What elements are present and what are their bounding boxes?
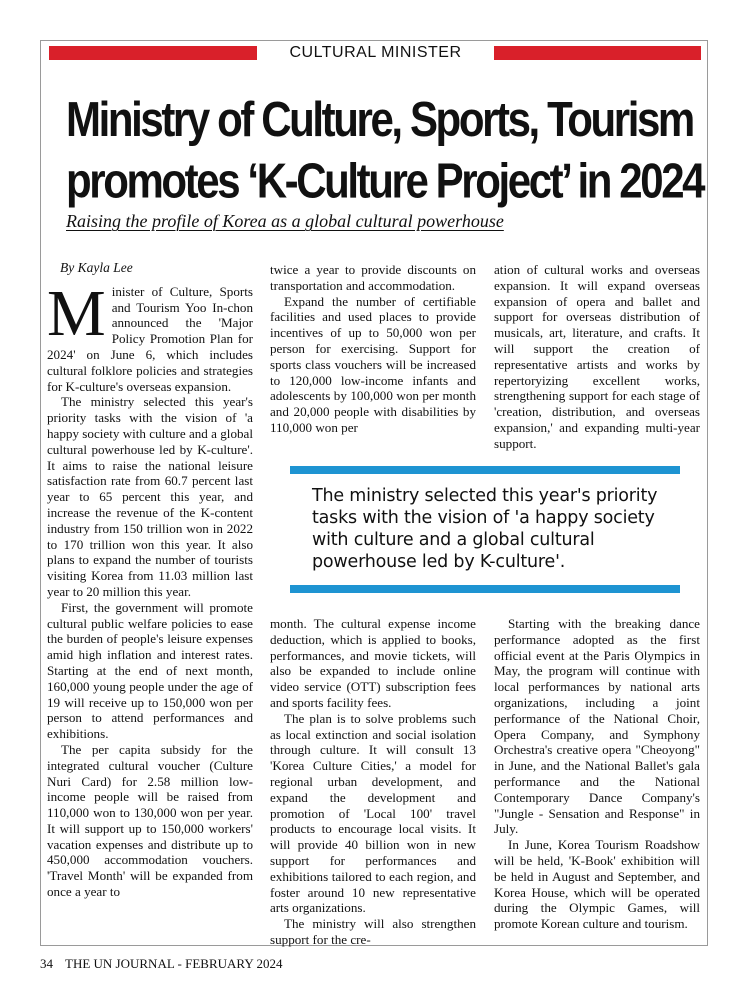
page-number: 34 <box>40 956 53 971</box>
text-column-2-top <box>270 262 476 436</box>
drop-cap: M <box>47 276 106 350</box>
paragraph: twice a year to provide discounts on transportation and accommodation. <box>270 262 476 293</box>
text-column-3-top <box>494 262 700 452</box>
paragraph: First, the government will promote cultural public welfare policies to ease the burden of people's leisure expenses amid high inflation and interest rates. Starting at the end of next month, 160,000 young people under the age of 19 will receive up to 150,000 won per person to attend performances and exhibitions. <box>47 599 253 742</box>
page-footer <box>40 956 283 971</box>
section-bar-right <box>494 46 701 60</box>
paragraph: The plan is to solve problems such as local extinction and social isolation through culture. It will consult 13 'Korea Culture Cities,' a model for regional urban development, and expand the development and promotion of 'Local 100' travel products to encourage local visits. It will provide 40 billion won in new support for performances and exhibitions tailored to each region, and foster around 10 new representative arts organizations. <box>270 710 476 916</box>
paragraph: The per capita subsidy for the integrated cultural voucher (Culture Nuri Card) for 2.58 million low-income people will be raised from 110,000 won to 130,000 won per year. It will support up to 150,000 workers' vacation expenses and distribute up to 450,000 accommodation vouchers. 'Travel Month' will be expanded from once a year to <box>47 741 253 900</box>
section-label: CULTURAL MINISTER <box>289 44 462 61</box>
lead-paragraph: Minister of Culture, Sports and Tourism Yoo In-chon announced the 'Major Policy Promotion Plan for 2024' on June 6, which includes cultural folklore policies and strategies for K-culture's overseas expansion. <box>47 276 253 394</box>
text-column-3-bottom <box>494 616 700 932</box>
paragraph: The ministry will also strengthen support for the cre- <box>270 916 476 947</box>
paragraph: Starting with the breaking dance performance adopted as the first official event at the Paris Olympics in May, the program will continue with local performances by national arts organizations, including a joint performance of the National Choir, Opera Company, and Symphony Orchestra's creative opera "Cheoyong" in June, and the National Ballet's gala performance and the National Contemporary Dance Company's "Jungle - Sensation and Response" in July. <box>494 616 700 837</box>
paragraph: In June, Korea Tourism Roadshow will be held, 'K-Book' exhibition will be held in August and September, and Korea House, which will be operated during the Olympic Games, will promote Korean culture and tourism. <box>494 837 700 932</box>
text-column-1 <box>47 260 253 900</box>
pull-quote: The ministry selected this year's priority tasks with the vision of 'a happy society with culture and a global cultural powerhouse led by K-culture'. <box>312 486 658 572</box>
pullquote-bar-bottom <box>290 585 680 593</box>
paragraph: The ministry selected this year's priority tasks with the vision of 'a happy society with culture and a global cultural powerhouse led by K-culture'. It aims to raise the national leisure satisfaction rate from 60.7 percent last year to 65 percent this year, and increase the revenue of the K-content industry from 150 trillion won in 2022 to 170 trillion won this year. It also plans to expand the number of tourists visiting Korea from 11.03 million last year to 20 million this year. <box>47 394 253 599</box>
paragraph: month. The cultural expense income deduction, which is applied to books, performances, and movie tickets, will also be expanded to include online video service (OTT) subscription fees and sports facility fees. <box>270 616 476 710</box>
text-column-2-bottom <box>270 616 476 948</box>
article-subhead: Raising the profile of Korea as a global cultural powerhouse <box>66 211 504 231</box>
article-headline: Ministry of Culture, Sports, Tourism promotes ‘K-Culture Project’ in 2024 <box>66 91 704 209</box>
paragraph: ation of cultural works and overseas expansion. It will expand overseas expansion of opera and ballet and support for overseas distribution of musicals, art, literature, and crafts. It will support the creation of representative artists and works by repertoryizing excellent works, strengthening support for each stage of 'creation, distribution, and overseas expansion,' and expanding multi-year support. <box>494 262 700 451</box>
pullquote-bar-top <box>290 466 680 474</box>
paragraph: Expand the number of certifiable facilities and used places to provide incentives of up to 50,000 won per person for exercising. Support for sports class vouchers will be increased to 120,000 low-income infants and adolescents by 100,000 won per month and 20,000 people with disabilities by 110,000 won per <box>270 293 476 435</box>
byline: By Kayla Lee <box>60 260 133 275</box>
publication-name: THE UN JOURNAL - FEBRUARY 2024 <box>65 956 283 971</box>
section-bar-left <box>49 46 257 60</box>
